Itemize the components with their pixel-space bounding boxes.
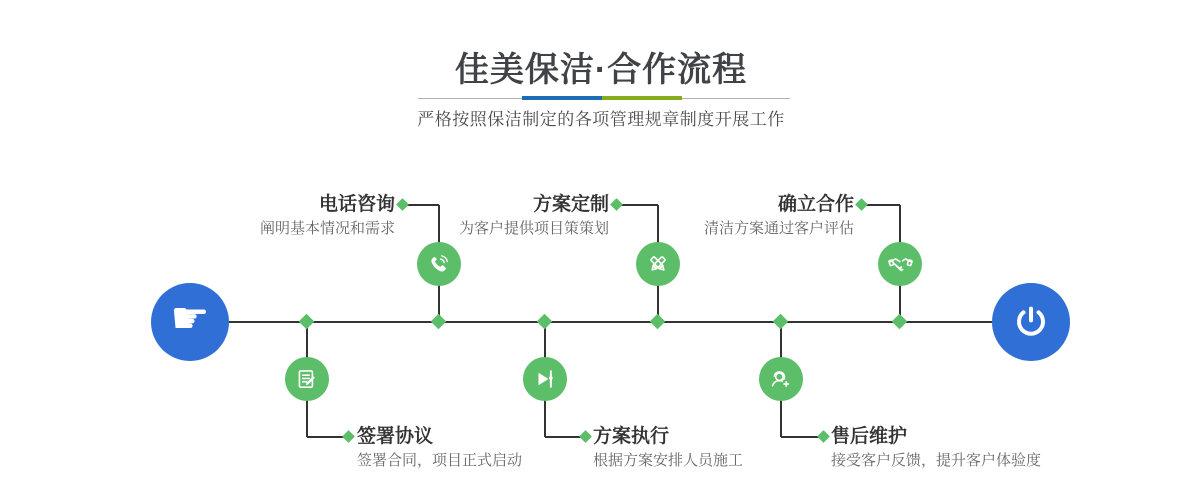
step-title: 确立合作 [777,194,854,215]
step-title: 方案执行 [593,426,670,447]
step-desc: 接受客户反馈，提升客户体验度 [831,452,1042,469]
step-icon-circle [285,357,329,401]
label-diamond [610,198,623,211]
label-diamond [817,430,830,443]
divider-accent-blue [522,96,602,100]
phone-call-icon [426,251,452,277]
crossed-pencils-icon [645,251,671,277]
customer-service-icon [768,366,794,392]
label-diamond [855,198,868,211]
label-diamond [579,430,592,443]
divider-accent-green [602,96,682,100]
timeline-node-diamond [299,314,315,330]
step-icon-circle [759,357,803,401]
step-desc: 签署合同，项目正式启动 [357,452,523,469]
hand-pointer-icon: ☛ [170,294,210,343]
step-label [704,194,854,239]
step-label [357,426,522,471]
step-icon-circle [636,242,680,286]
power-icon [1011,302,1051,342]
step-desc: 根据方案安排人员施工 [593,452,744,469]
page-subtitle: 严格按照保洁制定的各项管理规章制度开展工作 [417,110,785,129]
step-title: 电话咨询 [318,194,395,215]
step-title: 方案定制 [532,194,609,215]
timeline-node-diamond [892,314,908,330]
step-title: 售后维护 [831,426,908,447]
timeline-node-diamond [650,314,666,330]
step-desc: 为客户提供项目策策划 [458,220,609,237]
step-icon-circle [878,242,922,286]
start-node [151,283,229,361]
step-icon-circle [417,242,461,286]
page-title: 佳美保洁·合作流程 [454,51,748,89]
timeline-node-diamond [537,314,553,330]
step-label [593,426,743,471]
handshake-icon [887,251,914,278]
step-desc: 清洁方案通过客户评估 [703,220,854,237]
step-icon-circle [523,357,567,401]
document-signing-icon [294,366,320,392]
step-label [831,426,1041,471]
step-label [459,194,609,239]
step-desc: 阐明基本情况和需求 [259,220,395,237]
label-diamond [342,430,355,443]
step-label [260,194,395,239]
timeline-node-diamond [431,314,447,330]
end-node [992,283,1070,361]
timeline-line [229,321,992,323]
play-slider-icon [532,366,558,392]
label-diamond [396,198,409,211]
step-title: 签署协议 [357,426,434,447]
timeline-node-diamond [773,314,789,330]
